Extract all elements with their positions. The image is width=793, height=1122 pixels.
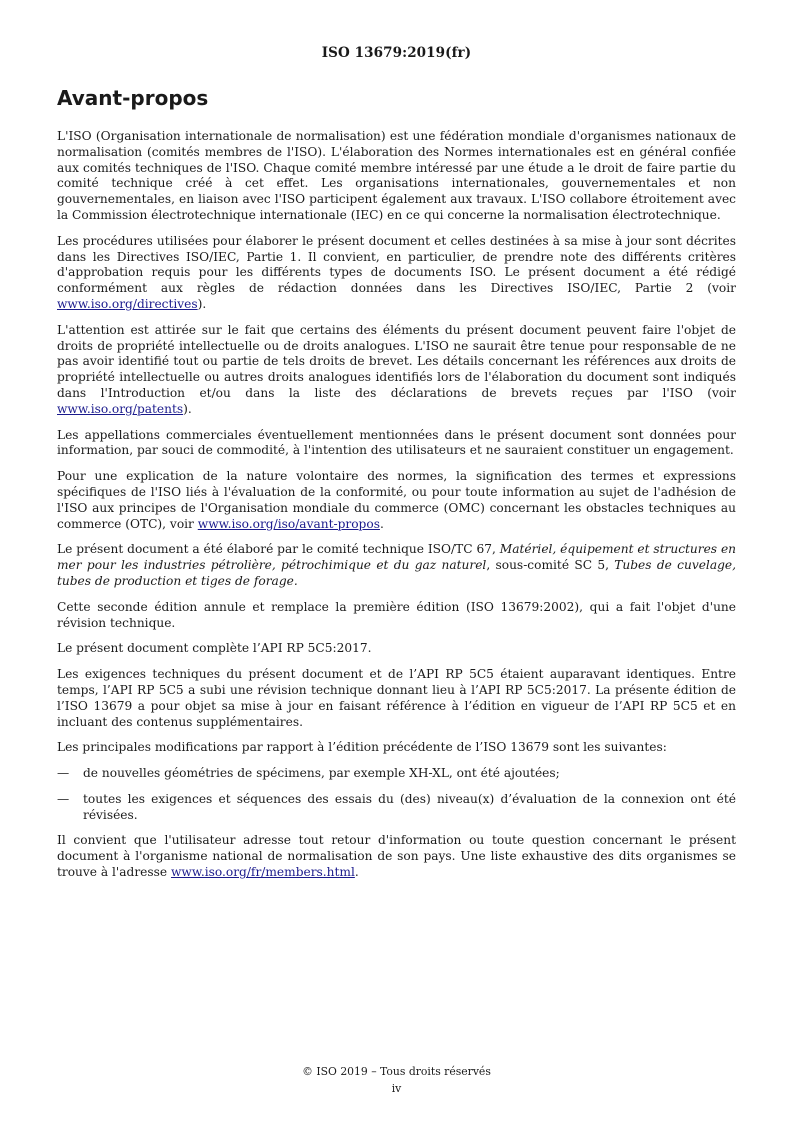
paragraph-feedback-text: Il convient que l'utilisateur adresse tout retour d'information ou toute question concernant le présent document à l'organisme national de normalisation de son pays. Une liste exhaustive des dits organismes se trouve à l'adresse [57, 833, 736, 880]
committee-text-c: , sous-comité SC 5, [486, 558, 615, 573]
page-number: iv [391, 1082, 402, 1095]
paragraph-technical-requirements: Les exigences techniques du présent document et de l’API RP 5C5 étaient auparavant identiques. Entre temps, l’API RP 5C5 a subi une révision technique donnant lieu à l’API RP 5C5:2017. La présente édition de l’ISO 13679 a pour objet sa mise à jour en faisant référence à l’édition en vigueur de l’API RP 5C5 et en incluant des contenus supplémentaires. [57, 667, 736, 729]
page-footer [0, 1063, 793, 1097]
paragraph-voluntary-nature [57, 469, 736, 532]
paragraph-feedback-end: . [354, 865, 359, 880]
document-id-header: ISO 13679:2019(fr) [321, 45, 472, 61]
paragraph-patents [57, 323, 736, 418]
paragraph-committee [57, 542, 736, 589]
paragraph-edition: Cette seconde édition annule et remplace la première édition (ISO 13679:2002), qui a fait l'objet d'une révision technique. [57, 599, 736, 630]
members-link[interactable]: www.iso.org/fr/members.html [170, 865, 355, 880]
patents-link[interactable]: www.iso.org/patents [57, 401, 184, 416]
avant-propos-link[interactable]: www.iso.org/iso/avant-propos [197, 516, 380, 531]
committee-title-italic: Matériel, équipement et structures en mer pour les industries pétrolière, pétrochimique et du gaz naturel [57, 542, 737, 573]
directives-link[interactable]: www.iso.org/directives [57, 296, 198, 311]
paragraph-procedures-end: ). [197, 296, 207, 311]
list-item-text: toutes les exigences et séquences des essais du (des) niveau(x) d’évaluation de la connexion ont été révisées. [83, 791, 736, 822]
list-item-text: de nouvelles géométries de spécimens, par exemple XH-XL, ont été ajoutées; [83, 766, 560, 781]
paragraph-iso-intro: L'ISO (Organisation internationale de normalisation) est une fédération mondiale d'organismes nationaux de normalisation (comités membres de l'ISO). L'élaboration des Normes internationales est en général confiée aux comités techniques de l'ISO. Chaque comité membre intéressé par une étude a le droit de faire partie du comité technique créé à cet effet. Les organisations internationales, gouvernementales et non gouvernementales, en liaison avec l'ISO participent également aux travaux. L'ISO collabore étroitement avec la Commission électrotechnique internationale (IEC) en ce qui concerne la normalisation électrotechnique. [57, 129, 736, 222]
subcommittee-title-italic: Tubes de cuvelage, tubes de production et tiges de forage. [57, 558, 736, 588]
page-title: Avant-propos [57, 86, 209, 110]
copyright-notice: © ISO 2019 – Tous droits réservés [302, 1065, 491, 1078]
paragraph-modifications-intro: Les principales modifications par rapport à l’édition précédente de l’ISO 13679 sont les suivantes: [57, 740, 667, 755]
paragraph-complement: Le présent document complète l’API RP 5C5:2017. [57, 641, 372, 656]
document-body [57, 129, 736, 891]
paragraph-patents-text: L'attention est attirée sur le fait que certains des éléments du présent document peuvent faire l'objet de droits de propriété intellectuelle ou de droits analogues. L'ISO ne saurait être tenue pour responsable de ne pas avoir identifié tout ou partie de tels droits de brevet. Les détails concernant les références aux droits de propriété intellectuelle ou autres droits analogues identifiés lors de l'élaboration du document sont indiqués dans l'Introduction et/ou dans la liste des déclarations de brevets reçues par l'ISO (voir [57, 322, 736, 400]
paragraph-procedures [57, 234, 736, 313]
paragraph-procedures-text: Les procédures utilisées pour élaborer le présent document et celles destinées à sa mise à jour sont décrites dans les Directives ISO/IEC, Partie 1. Il convient, en particulier, de prendre note des différents critères d'approbation requis pour les différents types de documents ISO. Le présent document a été rédigé conformément aux règles de rédaction données dans les Directives ISO/IEC, Partie 2 (voir [57, 233, 736, 296]
paragraph-patents-end: ). [183, 401, 192, 416]
paragraph-trade-names: Les appellations commerciales éventuellement mentionnées dans le présent document sont données pour information, par souci de commodité, à l'intention des utilisateurs et ne sauraient constituer un engagement. [57, 427, 736, 458]
paragraph-feedback [57, 833, 736, 880]
list-item [57, 792, 736, 824]
list-dash: — [57, 766, 70, 781]
paragraph-voluntary-end: . [379, 516, 384, 531]
committee-text-a: Le présent document a été élaboré par le comité technique ISO/TC 67, [57, 542, 500, 557]
list-dash: — [57, 791, 70, 806]
list-item [57, 766, 736, 782]
paragraph-voluntary-text: Pour une explication de la nature volontaire des normes, la signification des termes et expressions spécifiques de l'ISO liés à l'évaluation de la conformité, ou pour toute information au sujet de l'adhésion de l'ISO aux principes de l'Organisation mondiale du commerce (OMC) concernant les obstacles techniques au commerce (OTC), voir [57, 469, 736, 531]
